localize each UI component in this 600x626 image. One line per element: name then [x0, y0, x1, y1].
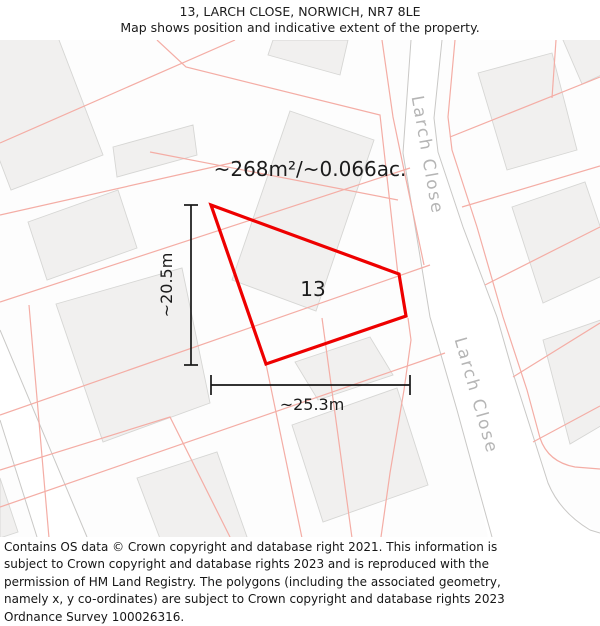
building — [295, 337, 393, 400]
copyright-text: Contains OS data © Crown copyright and database right 2021. This information is subject to Crown copyright and database rights 2023 and is reproduced with the permission of HM Land Registry. The polygons (including the associated geometry, namely x, y co-ordinates) are subject to Crown copyright and database rights 2023 Ordnance Survey 100026316. — [4, 540, 505, 624]
road-name-lower: Larch Close — [449, 335, 503, 457]
parcel-line — [266, 364, 302, 538]
building — [478, 53, 577, 170]
header — [0, 0, 600, 40]
road-name-upper: Larch Close — [406, 94, 448, 217]
width-dimension-label: ~25.3m — [279, 395, 345, 414]
building — [268, 40, 348, 75]
page-subtitle: Map shows position and indicative extent of the property. — [120, 20, 480, 35]
building — [543, 314, 600, 444]
building — [0, 478, 18, 538]
building — [56, 268, 210, 442]
building — [0, 40, 103, 190]
building — [512, 182, 600, 303]
area-label: ~268m²/~0.066ac. — [213, 157, 407, 181]
page-title: 13, LARCH CLOSE, NORWICH, NR7 8LE — [179, 4, 421, 19]
footer — [0, 537, 600, 625]
building — [28, 190, 137, 280]
map-canvas — [0, 40, 600, 538]
building — [113, 125, 197, 177]
plot-number-label: 13 — [300, 277, 326, 301]
height-dimension-label: ~20.5m — [157, 252, 176, 318]
building — [563, 40, 600, 84]
map — [0, 40, 600, 538]
building — [137, 452, 247, 538]
